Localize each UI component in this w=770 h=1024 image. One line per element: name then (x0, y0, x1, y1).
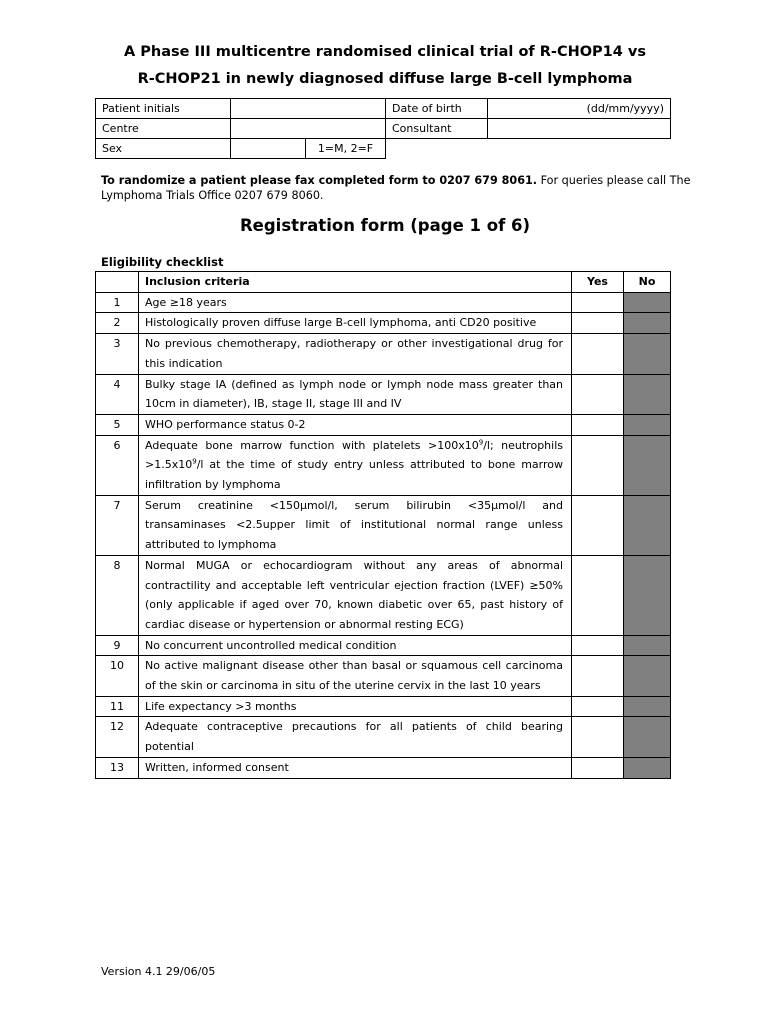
no-checkbox-cell[interactable] (624, 757, 671, 778)
fax-instructions (101, 173, 701, 203)
yes-checkbox-cell[interactable] (572, 656, 624, 696)
criterion-number: 12 (96, 717, 139, 757)
criterion-row (96, 656, 671, 696)
criterion-number: 8 (96, 555, 139, 635)
criterion-row (96, 435, 671, 495)
no-checkbox-cell[interactable] (624, 435, 671, 495)
centre-label: Centre (96, 119, 231, 139)
criterion-text: Life expectancy >3 months (139, 696, 572, 717)
criterion-number: 6 (96, 435, 139, 495)
yes-checkbox-cell[interactable] (572, 555, 624, 635)
criterion-text: Adequate bone marrow function with platelets $>100x10^9/l$; neutrophils $>1.5x10^9/l$ at the time of study entry unless attributed to bone marrow infiltration by lymphoma (139, 435, 572, 495)
criterion-row (96, 313, 671, 334)
criterion-number: 4 (96, 374, 139, 414)
criterion-row (96, 696, 671, 717)
title-line-2: R-CHOP21 in newly diagnosed diffuse large B-cell lymphoma (137, 71, 633, 87)
date-of-birth-field[interactable]: (dd/mm/yyyy) (488, 99, 671, 119)
version-footer: Version 4.1 29/06/05 (101, 965, 216, 978)
no-checkbox-cell[interactable] (624, 555, 671, 635)
sex-codes: 1=M, 2=F (306, 139, 386, 159)
criterion-row (96, 334, 671, 374)
criterion-row (96, 292, 671, 313)
criterion-text: Histologically proven diffuse large B-cell lymphoma, anti CD20 positive (139, 313, 572, 334)
sex-label: Sex (96, 139, 231, 159)
criterion-row (96, 495, 671, 555)
criterion-text: No previous chemotherapy, radiotherapy or other investigational drug for this indication (139, 334, 572, 374)
yes-checkbox-cell[interactable] (572, 717, 624, 757)
criterion-text: No concurrent uncontrolled medical condition (139, 635, 572, 656)
no-checkbox-cell[interactable] (624, 292, 671, 313)
criterion-text: Adequate contraceptive precautions for all patients of child bearing potential (139, 717, 572, 757)
patient-info-table (95, 98, 671, 159)
criterion-number: 2 (96, 313, 139, 334)
no-checkbox-cell[interactable] (624, 495, 671, 555)
criterion-row (96, 374, 671, 414)
patient-initials-label: Patient initials (96, 99, 231, 119)
yes-checkbox-cell[interactable] (572, 334, 624, 374)
criterion-text: Normal MUGA or echocardiogram without any areas of abnormal contractility and acceptable left ventricular ejection fraction (LVEF) ≥50% (only applicable if aged over 70, known diabetic over 65, past history of cardiac disease or hypertension or abnormal resting ECG) (139, 555, 572, 635)
yes-checkbox-cell[interactable] (572, 757, 624, 778)
yes-checkbox-cell[interactable] (572, 696, 624, 717)
criterion-text: WHO performance status 0-2 (139, 414, 572, 435)
criterion-text: Serum creatinine <150μmol/l, serum bilirubin <35μmol/l and transaminases <2.5upper limit of institutional normal range unless attributed to lymphoma (139, 495, 572, 555)
fax-instructions-rest: For queries please call The Lymphoma Trials Office 0207 679 8060. (101, 174, 691, 202)
criterion-number: 3 (96, 334, 139, 374)
yes-checkbox-cell[interactable] (572, 313, 624, 334)
criterion-number: 7 (96, 495, 139, 555)
criterion-text: Age ≥18 years (139, 292, 572, 313)
yes-checkbox-cell[interactable] (572, 635, 624, 656)
registration-title: Registration form (page 1 of 6) (239, 216, 531, 235)
no-checkbox-cell[interactable] (624, 696, 671, 717)
consultant-label: Consultant (386, 119, 488, 139)
criterion-row (96, 757, 671, 778)
criterion-number: 1 (96, 292, 139, 313)
no-checkbox-cell[interactable] (624, 414, 671, 435)
criterion-number: 13 (96, 757, 139, 778)
criteria-header: Inclusion criteria (139, 272, 572, 293)
criterion-number: 9 (96, 635, 139, 656)
criterion-row (96, 555, 671, 635)
criterion-number: 5 (96, 414, 139, 435)
no-checkbox-cell[interactable] (624, 334, 671, 374)
criterion-row (96, 635, 671, 656)
yes-checkbox-cell[interactable] (572, 495, 624, 555)
sex-field[interactable] (231, 139, 306, 159)
consultant-field[interactable] (488, 119, 671, 139)
criterion-text: No active malignant disease other than basal or squamous cell carcinoma of the skin or carcinoma in situ of the uterine cervix in the last 10 years (139, 656, 572, 696)
yes-checkbox-cell[interactable] (572, 414, 624, 435)
patient-initials-field[interactable] (231, 99, 386, 119)
criterion-number: 10 (96, 656, 139, 696)
yes-checkbox-cell[interactable] (572, 292, 624, 313)
no-checkbox-cell[interactable] (624, 717, 671, 757)
no-checkbox-cell[interactable] (624, 656, 671, 696)
no-header: No (624, 272, 671, 293)
inclusion-criteria-table (95, 271, 671, 779)
yes-checkbox-cell[interactable] (572, 374, 624, 414)
fax-instructions-bold: To randomize a patient please fax completed form to 0207 679 8061. (101, 174, 538, 187)
yes-checkbox-cell[interactable] (572, 435, 624, 495)
criterion-number: 11 (96, 696, 139, 717)
criterion-text: Written, informed consent (139, 757, 572, 778)
date-of-birth-label: Date of birth (386, 99, 488, 119)
no-checkbox-cell[interactable] (624, 635, 671, 656)
criterion-text: Bulky stage IA (defined as lymph node or lymph node mass greater than 10cm in diameter), IB, stage II, stage III and IV (139, 374, 572, 414)
criterion-row (96, 717, 671, 757)
yes-header: Yes (572, 272, 624, 293)
no-checkbox-cell[interactable] (624, 313, 671, 334)
no-checkbox-cell[interactable] (624, 374, 671, 414)
centre-field[interactable] (231, 119, 386, 139)
title-line-1: A Phase III multicentre randomised clinical trial of R-CHOP14 vs (124, 44, 646, 60)
criterion-row (96, 414, 671, 435)
eligibility-heading: Eligibility checklist (101, 255, 224, 269)
